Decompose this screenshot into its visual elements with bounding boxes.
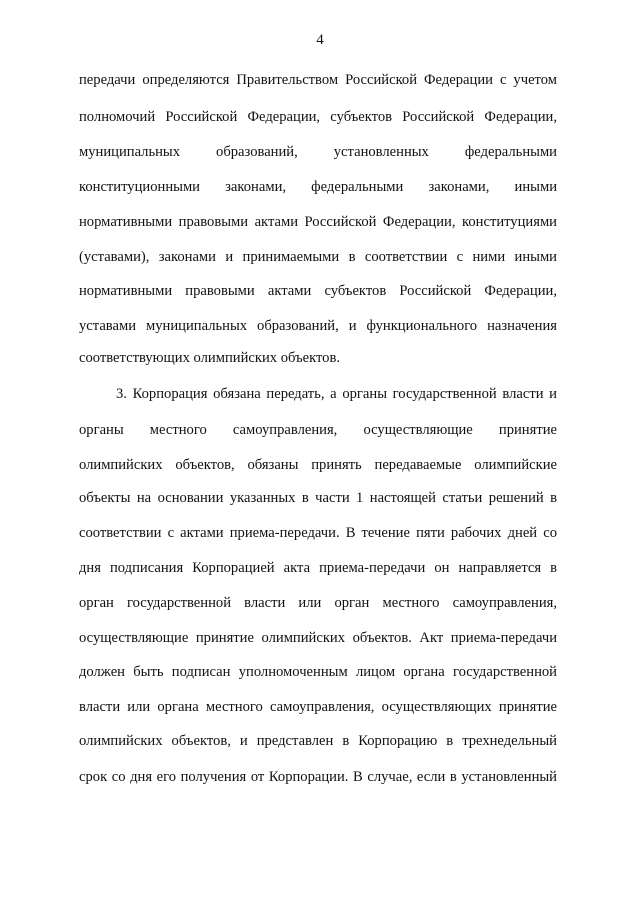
paragraph-2-line-12: срок со дня его получения от Корпорации. В случае, если в установленный <box>79 769 557 785</box>
paragraph-1-line-4: конституционными законами, федеральными законами, иными <box>79 179 557 195</box>
paragraph-1-line-8: уставами муниципальных образований, и функционального назначения <box>79 318 557 334</box>
paragraph-2-line-7: орган государственной власти или орган местного самоуправления, <box>79 595 557 611</box>
paragraph-1-line-2: полномочий Российской Федерации, субъектов Российской Федерации, <box>79 109 557 125</box>
paragraph-2-line-11: олимпийских объектов, и представлен в Корпорацию в трехнедельный <box>79 733 557 749</box>
paragraph-1-line-9: соответствующих олимпийских объектов. <box>79 350 341 366</box>
paragraph-2-line-9: должен быть подписан уполномоченным лицом органа государственной <box>79 664 557 680</box>
paragraph-2-line-1: 3. Корпорация обязана передать, а органы государственной власти и <box>116 386 557 402</box>
paragraph-2-line-10: власти или органа местного самоуправления, осуществляющих принятие <box>79 699 557 715</box>
paragraph-2-line-3: олимпийских объектов, обязаны принять передаваемые олимпийские <box>79 457 557 473</box>
paragraph-1-line-6: (уставами), законами и принимаемыми в соответствии с ними иными <box>79 249 557 265</box>
page-number: 4 <box>316 32 324 48</box>
paragraph-1-line-5: нормативными правовыми актами Российской Федерации, конституциями <box>79 214 557 230</box>
paragraph-2-line-4: объекты на основании указанных в части 1 настоящей статьи решений в <box>79 490 557 506</box>
paragraph-2-line-5: соответствии с актами приема-передачи. В течение пяти рабочих дней со <box>79 525 557 541</box>
paragraph-2-line-8: осуществляющие принятие олимпийских объектов. Акт приема-передачи <box>79 630 557 646</box>
paragraph-2-line-6: дня подписания Корпорацией акта приема-передачи он направляется в <box>79 560 557 576</box>
paragraph-1-line-3: муниципальных образований, установленных федеральными <box>79 144 557 160</box>
paragraph-1-line-1: передачи определяются Правительством Российской Федерации с учетом <box>79 72 557 88</box>
paragraph-2-line-2: органы местного самоуправления, осуществляющие принятие <box>79 422 557 438</box>
paragraph-1-line-7: нормативными правовыми актами субъектов Российской Федерации, <box>79 283 557 299</box>
